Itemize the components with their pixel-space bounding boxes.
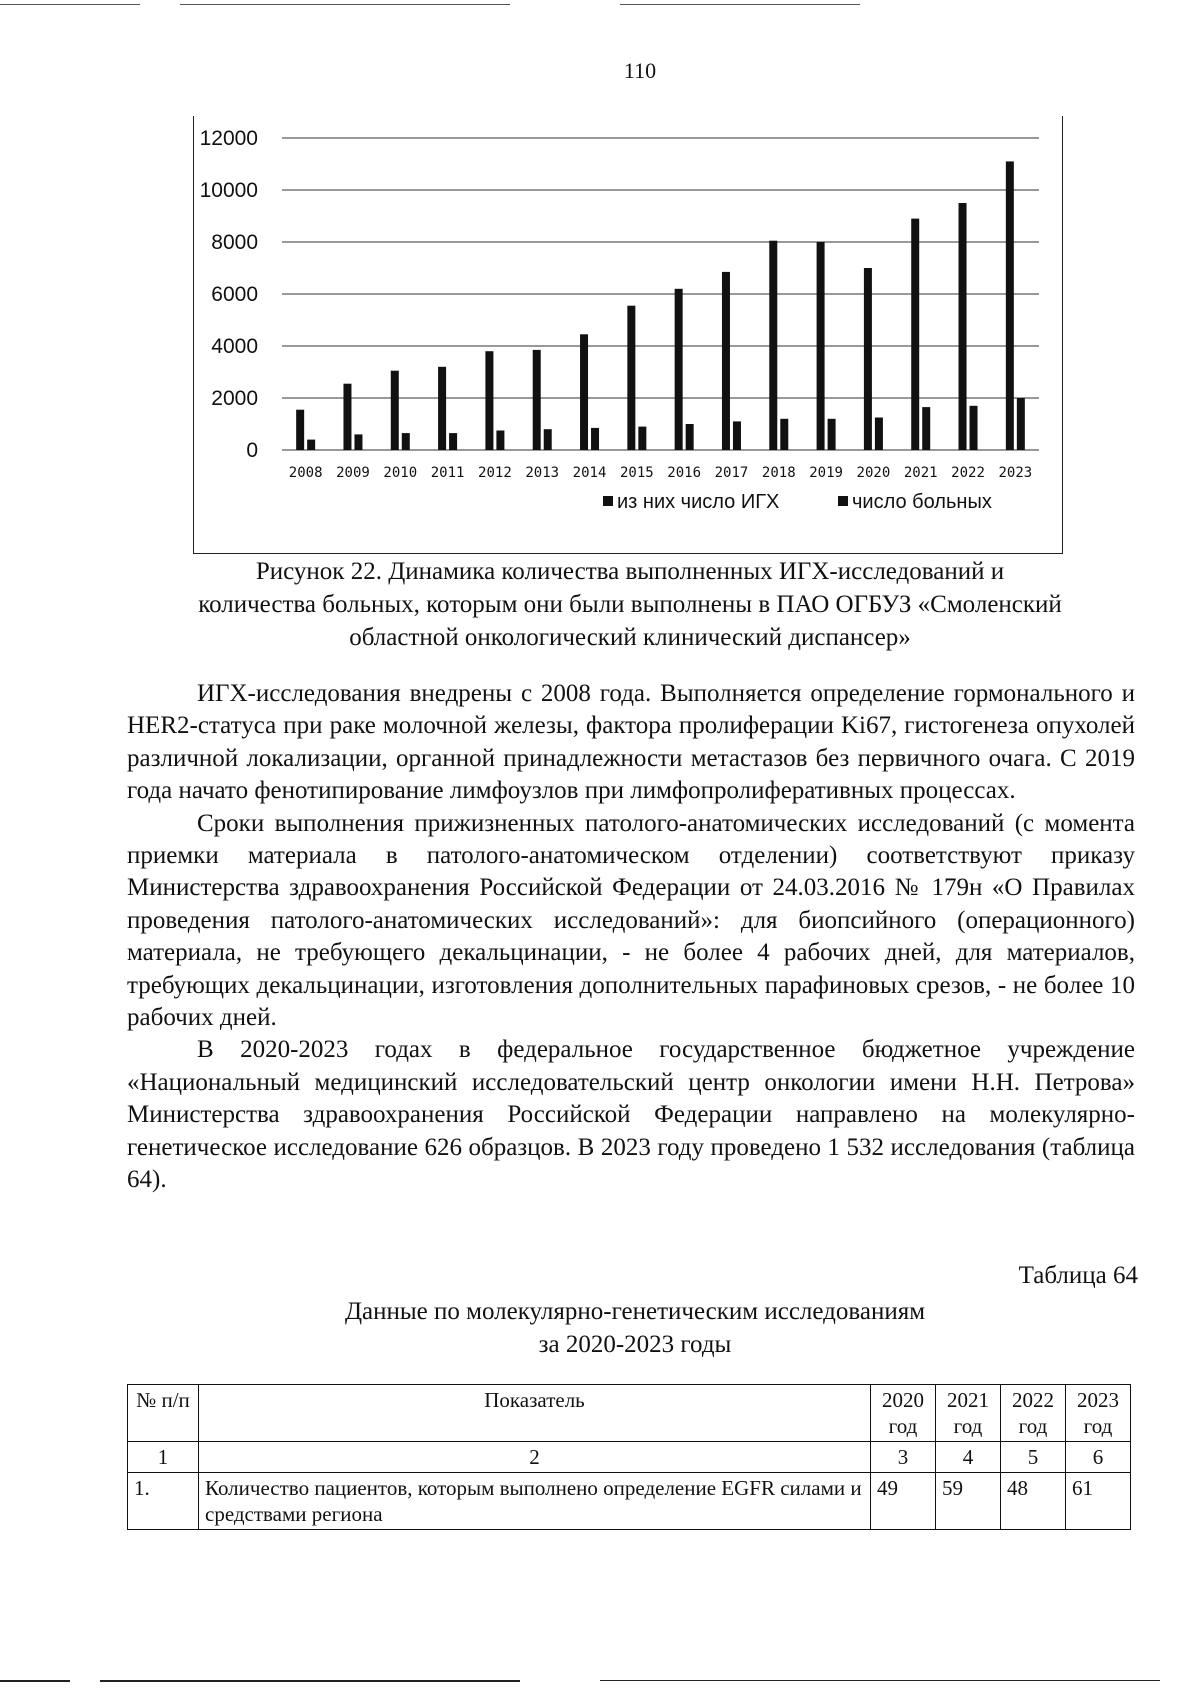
table-title (240, 1295, 1030, 1361)
caption-line: областной онкологический клинический диспансер» (349, 624, 911, 651)
bar (733, 421, 741, 450)
chart-frame (193, 116, 1063, 554)
y-tick-label: 6000 (211, 283, 258, 306)
header-cell: 2021 год (936, 1385, 1001, 1442)
bar-chart (194, 116, 1062, 553)
legend-label: число больных (852, 491, 992, 513)
bar (864, 268, 872, 450)
x-tick-label: 2016 (667, 465, 702, 481)
x-tick-label: 2022 (951, 465, 985, 481)
body-text (127, 678, 1135, 1197)
table-cell: 1. (128, 1473, 199, 1530)
column-number-cell: 6 (1066, 1442, 1131, 1473)
x-tick-label: 2020 (856, 465, 891, 481)
table-cell: 48 (1001, 1473, 1066, 1530)
bar (343, 384, 351, 450)
bar (627, 306, 635, 450)
table-title-line: за 2020-2023 годы (538, 1331, 732, 1358)
paragraph: ИГХ-исследования внедрены с 2008 года. Выполняется определение гормонального и HER2-статуса при раке молочной железы, фактора пролиферации Ki67, гистогенеза опухолей различной локализации, органной принадлежности метастазов без первичного очага. С 2019 года начато фенотипирование лимфоузлов при лимфопролиферативных процессах. (127, 680, 1135, 805)
x-tick-label: 2019 (809, 465, 843, 481)
table-header-row (128, 1385, 1131, 1442)
x-tick-label: 2015 (619, 465, 654, 481)
legend-swatch (603, 496, 613, 506)
bar (533, 350, 541, 450)
column-number-cell: 5 (1001, 1442, 1066, 1473)
legend-swatch (838, 496, 848, 506)
y-tick-label: 2000 (211, 387, 258, 410)
column-number-row (128, 1442, 1131, 1473)
x-tick-label: 2018 (761, 465, 796, 481)
table-cell: Количество пациентов, которым выполнено определение EGFR силами и средствами региона (199, 1473, 871, 1530)
bar (449, 433, 457, 450)
bar (496, 431, 504, 451)
header-cell: 2020 год (871, 1385, 936, 1442)
bar (354, 434, 362, 450)
page-number: 110 (623, 58, 657, 83)
bar (911, 219, 919, 450)
table-number: Таблица 64 (1018, 1262, 1138, 1289)
paragraph: Сроки выполнения прижизненных патолого-анатомических исследований (с момента приемки материала в патолого-анатомическом отделении) соответствуют приказу Министерства здравоохранения Российской Федерации от 24.03.2016 № 179н «О Правилах проведения патолого-анатомических исследований»: для биопсийного (операционного) материала, не требующего декальцинации, - не более 4 рабочих дней, для материалов, требующих декальцинации, изготовления дополнительных парафиновых срезов, - не более 10 рабочих дней. (127, 809, 1135, 1032)
column-number-cell: 2 (199, 1442, 871, 1473)
bar (675, 289, 683, 450)
table-title-line: Данные по молекулярно-генетическим исследованиям (344, 1298, 926, 1325)
bar (638, 427, 646, 450)
bar (296, 410, 304, 450)
bar (769, 241, 777, 450)
header-cell: Показатель (199, 1385, 871, 1442)
bar (438, 367, 446, 450)
table-cell: 61 (1066, 1473, 1131, 1530)
x-tick-label: 2017 (714, 465, 749, 481)
column-number-cell: 3 (871, 1442, 936, 1473)
bar (828, 419, 836, 450)
bar (686, 424, 694, 450)
legend-label: из них число ИГХ (617, 491, 780, 513)
bar (485, 351, 493, 450)
bar (580, 334, 588, 450)
table-row (128, 1473, 1131, 1530)
header-cell: № п/п (128, 1385, 199, 1442)
bar (307, 440, 315, 450)
figure-caption (140, 555, 1120, 654)
bar (544, 429, 552, 450)
data-table (127, 1384, 1131, 1530)
column-number-cell: 4 (936, 1442, 1001, 1473)
bar (817, 242, 825, 450)
table-cell: 59 (936, 1473, 1001, 1530)
bar (922, 407, 930, 450)
bar (959, 203, 967, 450)
x-tick-label: 2012 (478, 465, 512, 481)
paragraph: В 2020-2023 годах в федеральное государственное бюджетное учреждение «Национальный медицинский исследовательский центр онкологии имени Н.Н. Петрова» Министерства здравоохранения Российской Федерации направлено на молекулярно-генетическое исследование 626 образцов. В 2023 году проведено 1 532 исследования (таблица 64). (127, 1036, 1135, 1194)
y-tick-label: 8000 (211, 231, 258, 254)
header-cell: 2023 год (1066, 1385, 1131, 1442)
bar (591, 428, 599, 450)
y-tick-label: 12000 (199, 127, 258, 150)
x-tick-label: 2011 (430, 465, 465, 481)
bar (391, 371, 399, 450)
bar (970, 406, 978, 450)
bar (722, 272, 730, 450)
header-cell: 2022 год (1001, 1385, 1066, 1442)
x-tick-label: 2021 (903, 465, 938, 481)
bar (1006, 161, 1014, 450)
bar (1017, 398, 1025, 450)
bar (402, 433, 410, 450)
caption-line: количества больных, которым они были выполнены в ПАО ОГБУЗ «Смоленский (198, 591, 1062, 618)
bar (875, 418, 883, 451)
x-tick-label: 2014 (572, 465, 607, 481)
table-cell: 49 (871, 1473, 936, 1530)
bar (780, 419, 788, 450)
y-tick-label: 0 (246, 439, 258, 462)
x-tick-label: 2013 (525, 465, 560, 481)
x-tick-label: 2023 (998, 465, 1033, 481)
x-tick-label: 2008 (288, 465, 323, 481)
y-tick-label: 10000 (199, 179, 258, 202)
y-tick-label: 4000 (211, 335, 258, 358)
x-tick-label: 2009 (336, 465, 370, 481)
x-tick-label: 2010 (383, 465, 418, 481)
column-number-cell: 1 (128, 1442, 199, 1473)
caption-line: Рисунок 22. Динамика количества выполненных ИГХ-исследований и (255, 558, 1005, 585)
